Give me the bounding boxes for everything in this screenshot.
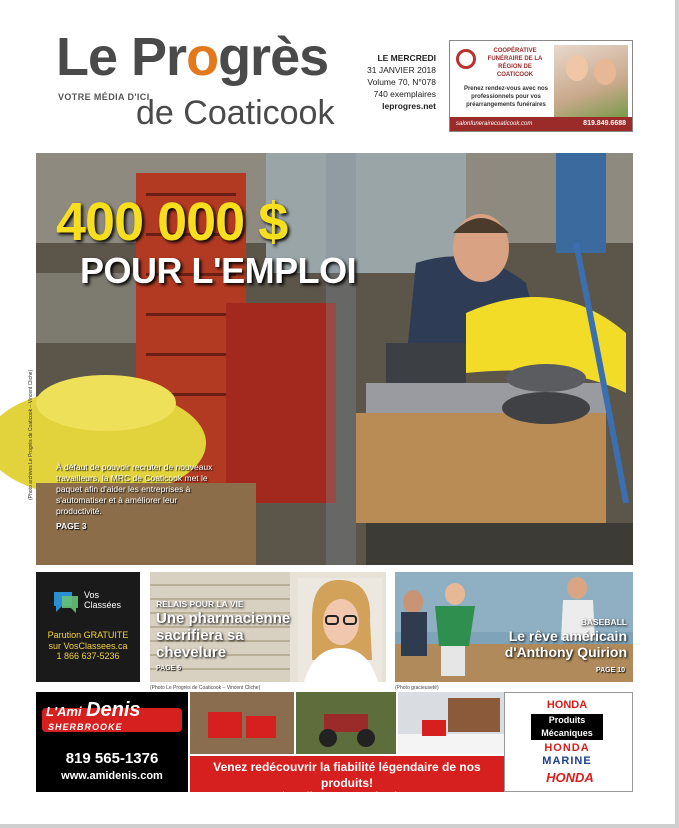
ami-denis-website[interactable]: www.amidenis.com	[61, 770, 163, 782]
lead-photo-credit: (Photo archives Le Progrès de Coaticook – Vincent Cliche)	[28, 369, 34, 500]
pharmacist-portrait	[298, 578, 382, 682]
ami-denis-city: SHERBROOKE	[48, 722, 123, 732]
issue-copies: 740 exemplaires	[373, 89, 436, 99]
products-tagline: Toujours là pour vous... depuis 1978!	[265, 791, 429, 802]
atv-photo	[296, 692, 396, 754]
masthead-title[interactable]: Le Progrès	[56, 27, 329, 87]
baseball-players-illustration	[395, 572, 633, 682]
story-baseball[interactable]	[395, 572, 633, 682]
baseball-kicker: BASEBALL	[580, 617, 627, 627]
lead-caption: À défaut de pouvoir recruter de nouveaux travailleurs, la MRC de Coaticook met le paquet afin d'aider les entreprises à s'automatiser et à améliorer leur productivité.	[56, 462, 213, 516]
baseball-photo-credit: (Photo gracieuseté)	[395, 685, 439, 691]
ami-denis-name: L'Ami Denis	[46, 699, 141, 721]
issue-volume: Volume 70, N°078	[367, 77, 436, 87]
masthead-town: de Coaticook	[136, 94, 335, 132]
pharm-kicker: RELAIS POUR LA VIE	[156, 599, 244, 609]
coop-footer	[450, 117, 632, 131]
honda-marine-wordmark: HONDA	[544, 742, 590, 754]
coop-url[interactable]: salonfunerairecoaticook.com	[456, 121, 533, 127]
vos-brand: Vos Classées	[84, 590, 122, 610]
honda-ad[interactable]	[504, 692, 633, 792]
issue-site-link[interactable]: leprogres.net	[382, 101, 436, 111]
honda-wordmark: HONDA	[546, 699, 588, 711]
lead-story-photo[interactable]	[36, 153, 633, 565]
honda-products-label: Produits	[531, 714, 603, 727]
coop-logo-icon	[456, 49, 476, 69]
products-slogan-bar	[190, 756, 504, 802]
ami-denis-ad[interactable]	[36, 692, 188, 792]
pharm-photo-credit: (Photo Le Progrès de Coaticook – Vincent Cliche)	[150, 685, 261, 691]
snowblower-photo	[398, 692, 504, 754]
products-slogan: Venez redécouvrir la fiabilité légendaire de nos produits!	[213, 760, 481, 790]
funeral-coop-ad[interactable]	[449, 40, 633, 132]
vos-offer: Parution GRATUITE sur VosClassees.ca 1 866 637-5236	[36, 630, 140, 662]
pharm-title: Une pharmacienne sacrifiera sa chevelure	[156, 610, 291, 661]
story-pharmacist[interactable]	[150, 572, 386, 682]
generator-photo	[190, 692, 294, 754]
issue-info	[356, 52, 436, 112]
coop-message: Prenez rendez-vous avec nos professionnels pour vos préarrangements funéraires	[463, 86, 549, 108]
baseball-page-ref[interactable]: PAGE 10	[595, 667, 625, 674]
lead-headline: POUR L'EMPLOI	[80, 250, 357, 291]
coop-phone: 819.849.6688	[583, 120, 626, 127]
lead-headline-amount: 400 000 $	[56, 192, 288, 252]
coop-name: COOPÉRATIVE FUNÉRAIRE DE LA RÉGION DE COATICOOK	[487, 48, 543, 78]
lead-page-ref[interactable]: PAGE 3	[56, 521, 87, 531]
honda-mechanical-label: Mécaniques	[531, 727, 603, 740]
honda-marine-label: MARINE	[542, 755, 592, 767]
issue-day: LE MERCREDI	[377, 53, 436, 63]
vos-phone: 1 866 637-5236	[56, 651, 120, 661]
issue-date: 31 JANVIER 2018	[367, 65, 436, 75]
baseball-title: Le rêve américain d'Anthony Quirion	[504, 628, 627, 660]
ami-denis-phone: 819 565-1376	[65, 750, 159, 767]
power-products-ad[interactable]	[190, 692, 504, 802]
couple-photo	[554, 45, 628, 117]
pharm-page-ref[interactable]: PAGE 6	[156, 665, 182, 672]
speech-bubble-icon	[52, 590, 80, 614]
honda-wing-logo: HONDA	[546, 770, 594, 785]
vos-classees-ad[interactable]	[36, 572, 140, 682]
masthead-tagline: VOTRE MÉDIA D'ICI	[58, 92, 150, 102]
